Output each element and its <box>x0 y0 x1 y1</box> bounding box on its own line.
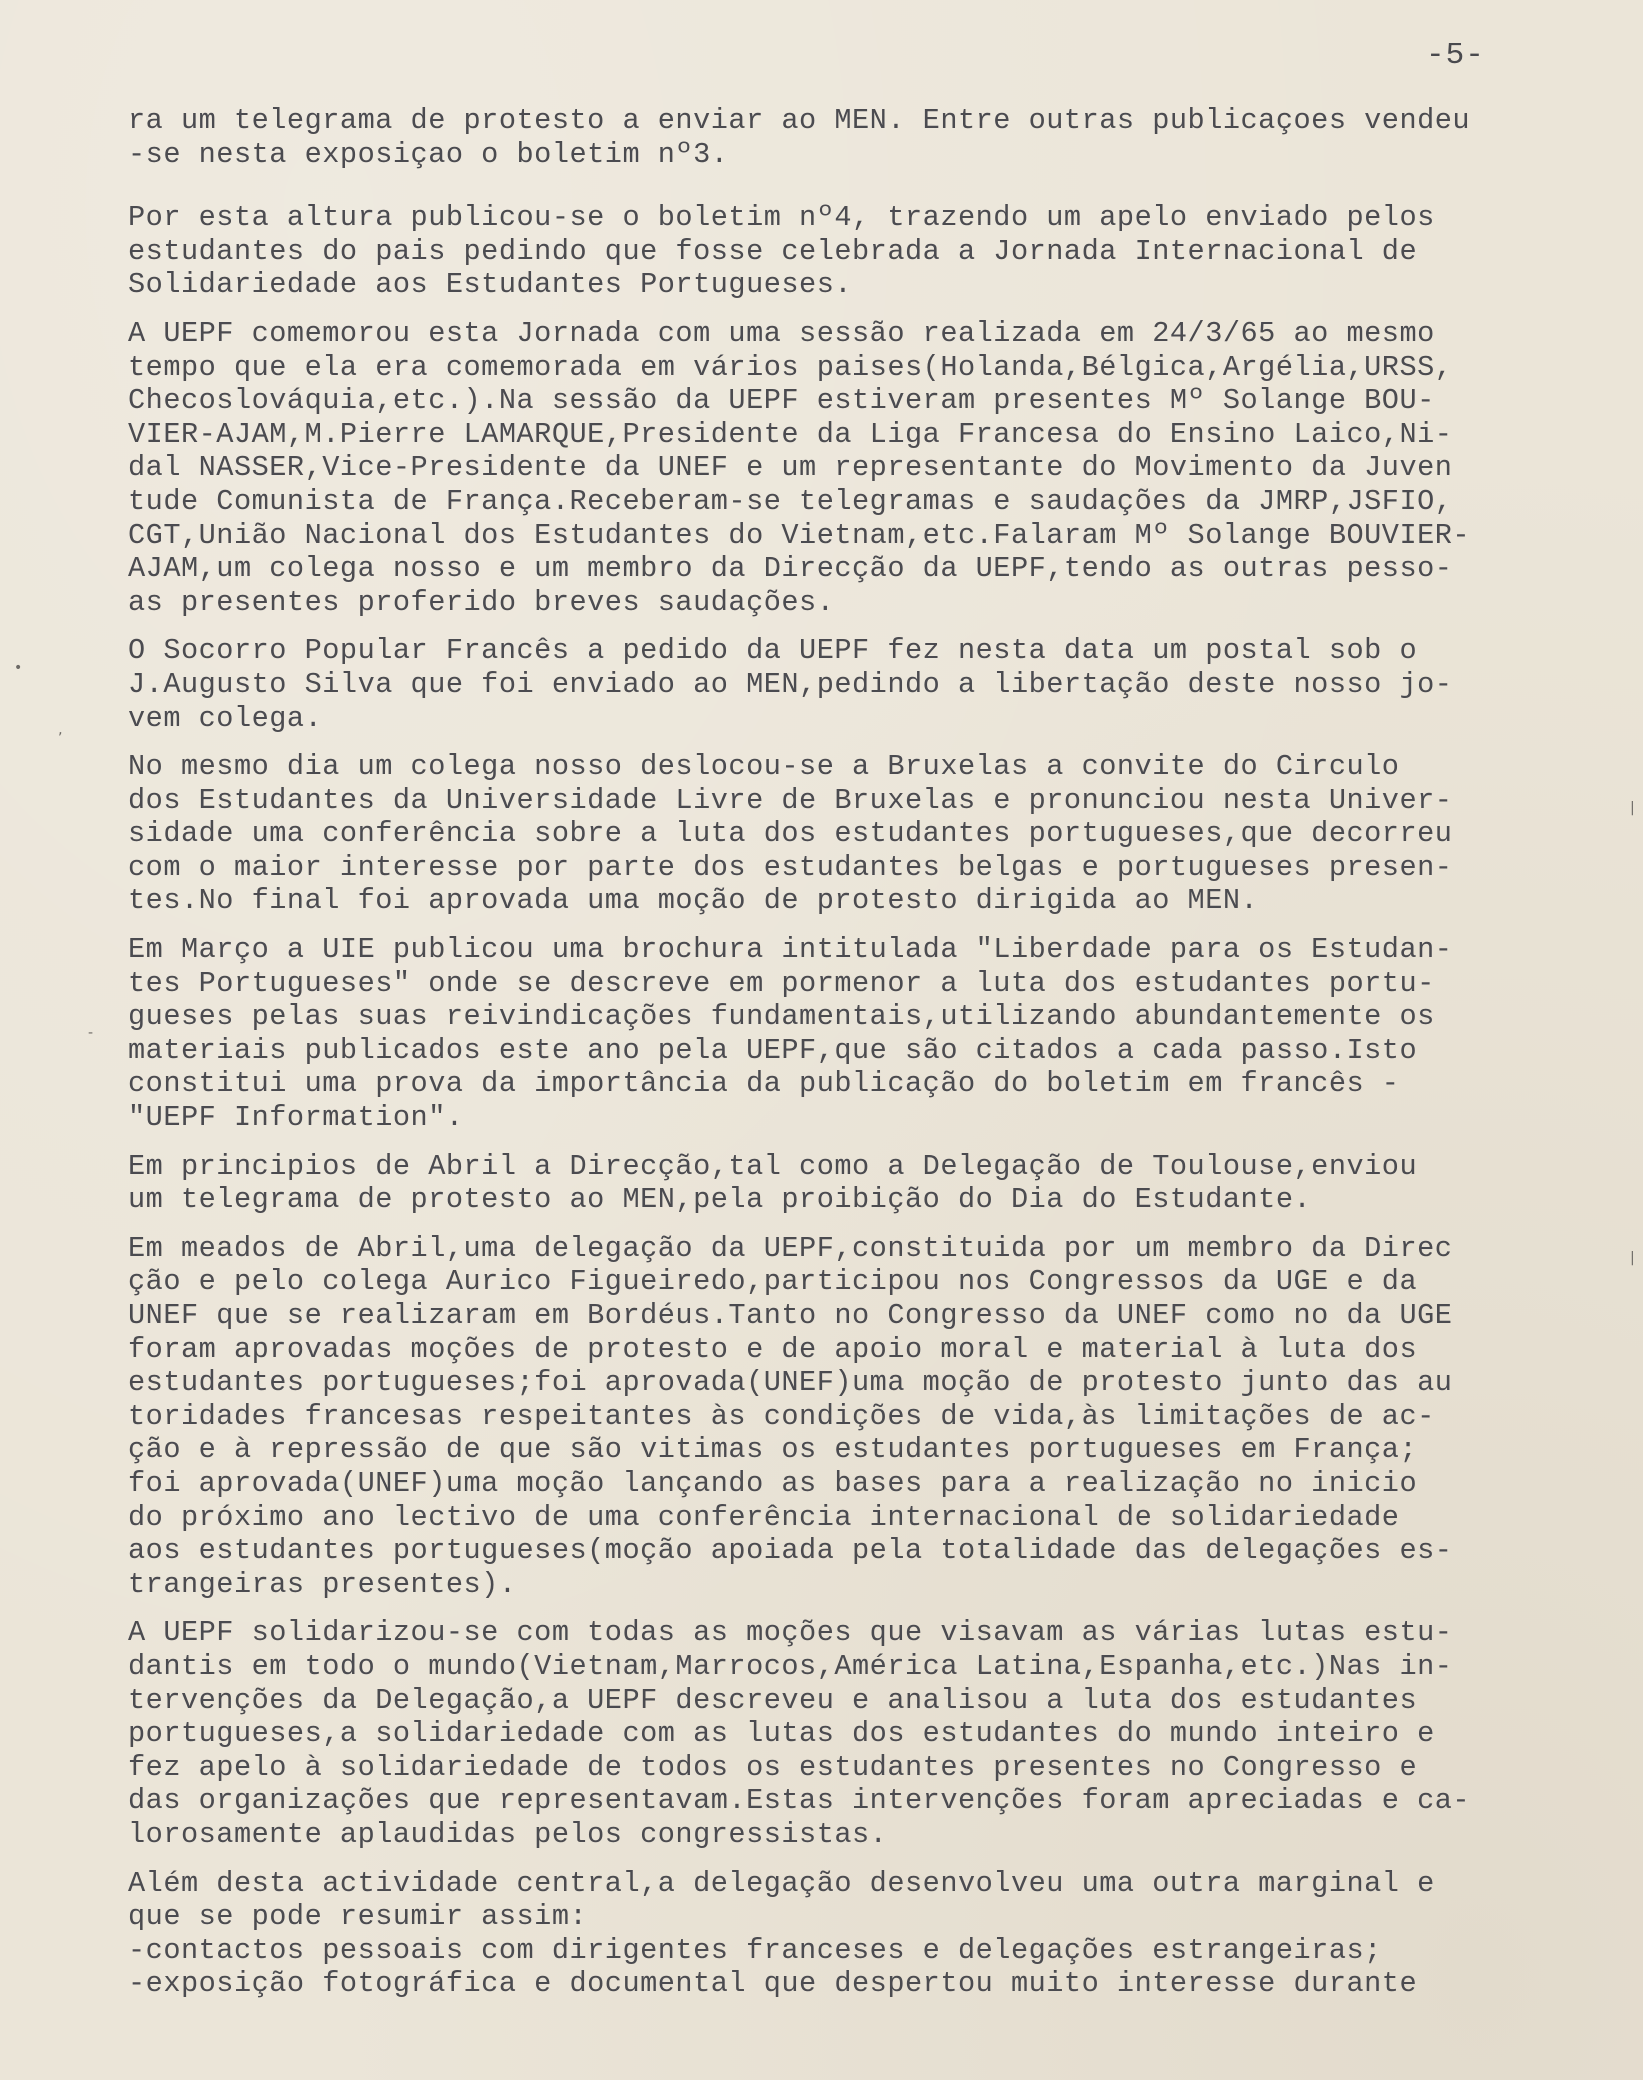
text-line: que se pode resumir assim: <box>128 1900 588 1934</box>
paragraph <box>128 634 1628 735</box>
text-line: Em principios de Abril a Direcção,tal como a Delegação de Toulouse,enviou <box>128 1149 1418 1183</box>
margin-mark: ‚ <box>58 722 63 738</box>
text-line: Em Março a UIE publicou uma brochura intitulada "Liberdade para os Estudan- <box>128 933 1453 967</box>
text-line: foram aprovadas moções de protesto e de apoio moral e material à luta dos <box>128 1332 1418 1366</box>
text-line: estudantes do pais pedindo que fosse celebrada a Jornada Internacional de <box>128 234 1418 268</box>
text-line: gueses pelas suas reivindicações fundamentais,utilizando abundantemente os <box>128 1000 1435 1034</box>
text-line: constitui uma prova da importância da publicação do boletim em francês - <box>128 1067 1400 1101</box>
text-line: tempo que ela era comemorada em vários paises(Holanda,Bélgica,Argélia,URSS, <box>128 350 1453 384</box>
margin-mark: | <box>1630 800 1635 816</box>
text-line: A UEPF comemorou esta Jornada com uma sessão realizada em 24/3/65 ao mesmo <box>128 316 1435 350</box>
text-line: fez apelo à solidariedade de todos os estudantes presentes no Congresso e <box>128 1750 1418 1784</box>
paragraph <box>128 201 1628 302</box>
margin-mark: | <box>1630 1250 1635 1266</box>
margin-mark: • <box>14 660 23 676</box>
text-line: trangeiras presentes). <box>128 1567 517 1601</box>
paragraph <box>128 1616 1628 1851</box>
text-line: AJAM,um colega nosso e um membro da Direcção da UEPF,tendo as outras pesso- <box>128 552 1453 586</box>
text-line: com o maior interesse por parte dos estudantes belgas e portugueses presen- <box>128 850 1453 884</box>
text-line: dal NASSER,Vice-Presidente da UNEF e um representante do Movimento da Juven <box>128 451 1453 485</box>
text-line: "UEPF Information". <box>128 1101 464 1135</box>
paragraph <box>128 317 1628 619</box>
text-line: -se nesta exposiçao o boletim nº3. <box>128 137 729 171</box>
text-line: UNEF que se realizaram em Bordéus.Tanto no Congresso da UNEF como no da UGE <box>128 1299 1453 1332</box>
text-line: Solidariedade aos Estudantes Portugueses. <box>128 268 853 302</box>
text-line: CGT,União Nacional dos Estudantes do Vietnam,etc.Falaram Mº Solange BOUVIER- <box>128 518 1471 552</box>
paragraph <box>128 104 1628 171</box>
text-line: tes Portugueses" onde se descreve em pormenor a luta dos estudantes portu- <box>128 966 1435 1000</box>
paragraph <box>128 933 1628 1135</box>
text-line: lorosamente aplaudidas pelos congressistas. <box>128 1817 888 1851</box>
text-line: ção e pelo colega Aurico Figueiredo,participou nos Congressos da UGE e da <box>128 1265 1418 1299</box>
text-line: VIER-AJAM,M.Pierre LAMARQUE,Presidente da Liga Francesa do Ensino Laico,Ni- <box>128 417 1453 451</box>
text-line: O Socorro Popular Francês a pedido da UEPF fez nesta data um postal sob o <box>128 634 1418 668</box>
text-line: um telegrama de protesto ao MEN,pela proibição do Dia do Estudante. <box>128 1183 1312 1217</box>
body-text <box>128 104 1628 2016</box>
text-line: estudantes portugueses;foi aprovada(UNEF)uma moção de protesto junto das au <box>128 1366 1453 1400</box>
text-line: aos estudantes portugueses(moção apoiada pela totalidade das delegações es- <box>128 1534 1453 1568</box>
page-number: -5- <box>1426 38 1485 73</box>
text-line: sidade uma conferência sobre a luta dos estudantes portugueses,que decorreu <box>128 817 1453 851</box>
paragraph <box>128 1150 1628 1217</box>
text-line: No mesmo dia um colega nosso deslocou-se a Bruxelas a convite do Circulo <box>128 750 1400 784</box>
text-line: foi aprovada(UNEF)uma moção lançando as bases para a realização no inicio <box>128 1466 1418 1500</box>
text-line: tes.No final foi aprovada uma moção de protesto dirigida ao MEN. <box>128 884 1259 918</box>
text-line: ção e à repressão de que são vitimas os estudantes portugueses em França; <box>128 1433 1418 1467</box>
text-line: Por esta altura publicou-se o boletim nº4, trazendo um apelo enviado pelos <box>128 201 1435 235</box>
text-line: A UEPF solidarizou-se com todas as moções que visavam as várias lutas estu- <box>128 1616 1453 1650</box>
text-line: tervenções da Delegação,a UEPF descreveu e analisou a luta dos estudantes <box>128 1683 1418 1717</box>
text-line: das organizações que representavam.Estas intervenções foram apreciadas e ca- <box>128 1784 1471 1818</box>
text-line: dos Estudantes da Universidade Livre de Bruxelas e pronunciou nesta Univer- <box>128 783 1453 817</box>
text-line: Além desta actividade central,a delegação desenvolveu uma outra marginal e <box>128 1866 1435 1900</box>
text-line: do próximo ano lectivo de uma conferência internacional de solidariedade <box>128 1500 1400 1534</box>
text-line: -exposição fotográfica e documental que despertou muito interesse durante <box>128 1967 1418 2001</box>
paragraph <box>128 1867 1628 2001</box>
text-line: toridades francesas respeitantes às condições de vida,às limitações de ac- <box>128 1399 1435 1433</box>
text-line: Em meados de Abril,uma delegação da UEPF,constituida por um membro da Direc <box>128 1231 1453 1265</box>
text-line: -contactos pessoais com dirigentes franceses e delegações estrangeiras; <box>128 1933 1382 1967</box>
paragraph <box>128 750 1628 918</box>
text-line: dantis em todo o mundo(Vietnam,Marrocos,América Latina,Espanha,etc.)Nas in- <box>128 1649 1453 1683</box>
margin-mark: - <box>88 1025 94 1041</box>
text-line: ra um telegrama de protesto a enviar ao MEN. Entre outras publicaçoes vendeu <box>128 104 1471 137</box>
text-line: J.Augusto Silva que foi enviado ao MEN,pedindo a libertação deste nosso jo- <box>128 667 1453 701</box>
text-line: as presentes proferido breves saudações. <box>128 585 835 619</box>
text-line: portugueses,a solidariedade com as lutas dos estudantes do mundo inteiro e <box>128 1717 1435 1751</box>
text-line: vem colega. <box>128 701 323 735</box>
text-line: Checoslováquia,etc.).Na sessão da UEPF estiveram presentes Mº Solange BOU- <box>128 384 1435 418</box>
paragraph <box>128 1232 1628 1602</box>
text-line: materiais publicados este ano pela UEPF,que são citados a cada passo.Isto <box>128 1033 1418 1067</box>
text-line: tude Comunista de França.Receberam-se telegramas e saudações da JMRP,JSFIO, <box>128 484 1453 518</box>
